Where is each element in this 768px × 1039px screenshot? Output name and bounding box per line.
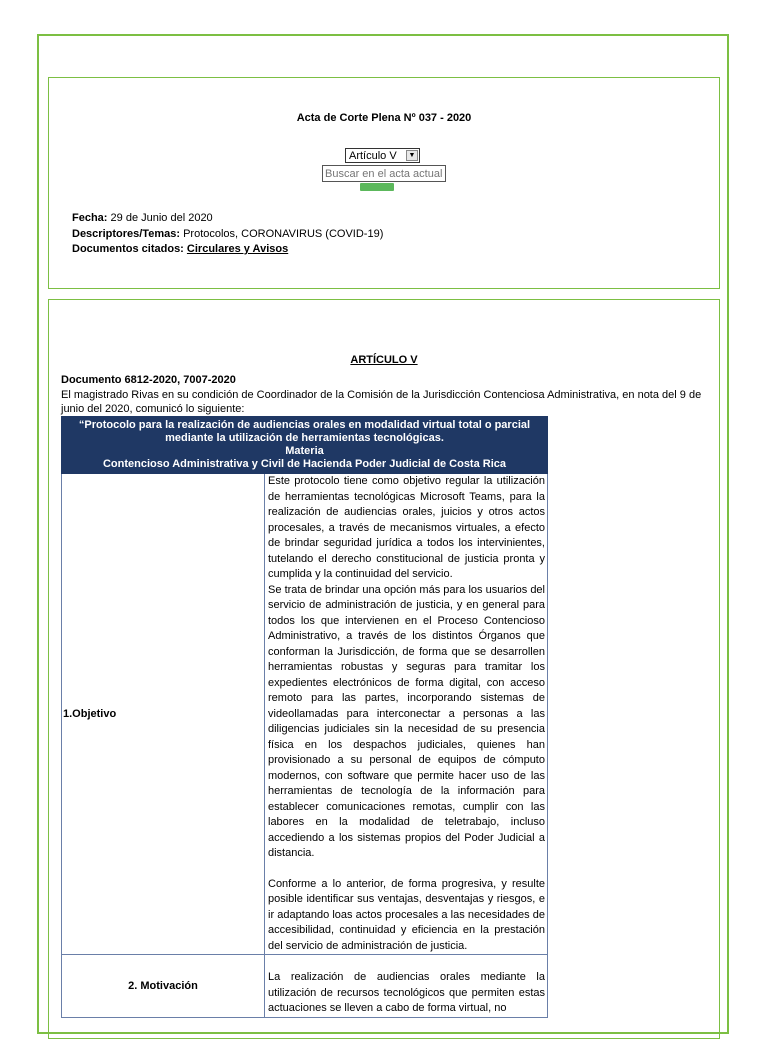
table-row [62, 955, 548, 1018]
paragraph-gap [268, 955, 545, 970]
row-body-objetivo [265, 474, 548, 955]
paragraph-gap [268, 862, 545, 877]
chevron-down-icon[interactable]: ▼ [406, 150, 418, 161]
paragraph: La realización de audiencias orales mediante la utilización de recursos tecnológicos que permiten estas actuaciones se lleven a cabo de forma virtual, no [268, 971, 545, 1014]
row-label-objetivo: 1.Objetivo [62, 474, 265, 955]
paragraph: Se trata de brindar una opción más para los usuarios del servicio de administración de justicia, y en general para todos los que intervienen en el Proceso Contencioso Administrativo, a través de los distintos Órganos que conforman la Jurisdicción, de forma que se desarrollen herramientas robustas y seguras para tramitar los expedientes electrónicos de forma digital, con acceso remoto para las partes, incorporando sistemas de videollamadas para interconectar a personas a las diligencias judiciales sin la necesidad de su presencia física en los despachos judiciales, quienes han provisionado a su personal de equipos de cómputo modernos, con software que permite hacer uso de las herramientas de tecnología de la información para establecer comunicaciones remotas, cumplir con las labores en la modalidad de teletrabajo, incluso accediendo a los sistemas propios del Poder Judicial a distancia. [268, 583, 545, 859]
descriptores-line [72, 228, 383, 240]
fecha-line [72, 212, 213, 224]
fecha-value: 29 de Junio del 2020 [110, 212, 213, 224]
protocol-materia-value: Contencioso Administrativa y Civil de Hacienda Poder Judicial de Costa Rica [102, 458, 507, 470]
documentos-link[interactable]: Circulares y Avisos [186, 243, 289, 255]
row-label-motivacion: 2. Motivación [62, 955, 265, 1018]
row-body-motivacion [265, 955, 548, 1018]
paragraph: Conforme a lo anterior, de forma progresiva, y resulte posible identificar sus ventajas, desventajas y riesgos, e ir adaptando loas actos procesales a las necesidades de accesibilidad, continuidad y eficiencia en la prestación del servicio de administración de justicia. [268, 877, 545, 952]
table-row [62, 474, 548, 955]
article-heading: ARTÍCULO V [350, 354, 418, 366]
fecha-label: Fecha: [72, 212, 108, 224]
documento-number: Documento 6812-2020, 7007-2020 [61, 374, 236, 386]
article-intro: El magistrado Rivas en su condición de Coordinador de la Comisión de la Jurisdicción Contenciosa Administrativa, en nota del 9 de junio del 2020, comunicó lo siguiente: [61, 389, 702, 415]
documentos-label: Documentos citados: [72, 243, 184, 255]
protocol-title: “Protocolo para la realización de audiencias orales en modalidad virtual total o parcial mediante la utilización de herramientas tecnológicas. [78, 419, 531, 444]
protocol-materia-label: Materia [285, 445, 324, 457]
acta-title: Acta de Corte Plena Nº 037 - 2020 [296, 112, 472, 124]
article-select-value: Artículo V [349, 150, 397, 162]
descriptores-label: Descriptores/Temas: [72, 228, 181, 240]
article-select[interactable] [345, 148, 420, 163]
search-button[interactable] [360, 183, 394, 191]
search-input[interactable] [322, 165, 446, 182]
paragraph: Este protocolo tiene como objetivo regular la utilización de herramientas tecnológicas Microsoft Teams, para la realización de audiencias orales, juicios y otros actos procesales, a través de mecanismos virtuales, a efecto de brindar seguridad jurídica a todos los intervinientes, tutelando el derecho constitucional de justicia pronta y cumplida y la continuidad del servicio. [268, 475, 545, 580]
documentos-line [72, 243, 288, 255]
descriptores-value: Protocolos, CORONAVIRUS (COVID-19) [183, 228, 384, 240]
protocol-table [61, 416, 548, 1018]
protocol-header [62, 417, 548, 474]
